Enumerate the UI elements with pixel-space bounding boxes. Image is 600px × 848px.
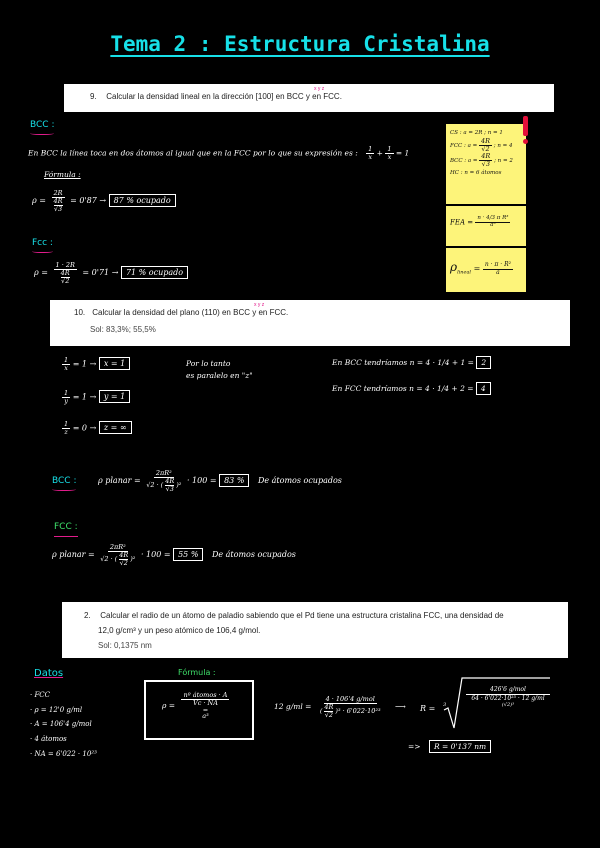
datos-list: · FCC · ρ = 12'0 g/ml · A = 106'4 g/mol · 4 átomos · NA = 6'022 · 10²³ — [30, 691, 97, 758]
question-2-box: 2. Calcular el radio de un átomo de paladio sabiendo que el Pd tiene una estructura cristalina FCC, una densidad de 12,0 g/cm³ y un peso atómico de 106,4 g/mol. Sol: 0,1375 nm — [62, 602, 568, 658]
sticky-note-formulas: CS : a = 2R ; n = 1 FCC : a = $\frac{4R}{√2}$ ; n = 4 BCC : a = $\frac{4R}{√3}$ ; n = 2 HC : n = 6 átomos — [446, 124, 526, 204]
question-number: 9. — [90, 92, 97, 101]
page-title: Tema 2 : Estructura Cristalina — [110, 32, 490, 56]
cube-root: 3 426'6 g/mol 64 · 6'022·10²³ · 12 g/ml (√2)³ — [442, 676, 552, 732]
question-solution: Sol: 83,3%; 55,5% — [90, 325, 156, 334]
question-solution: Sol: 0,1375 nm — [98, 641, 152, 651]
question-number: 10. — [74, 308, 86, 317]
fcc-heading: Fcc : — [32, 238, 53, 253]
bcc-planar-heading: BCC : — [52, 476, 76, 491]
miller-x: $\frac{1}{x}$ = 1 → x = 1 — [62, 357, 130, 372]
axis-mark: x y z — [314, 86, 325, 92]
axis-mark: x y z — [254, 302, 265, 308]
result-box: R = 0'137 nm — [429, 740, 491, 753]
question-text: Calcular la densidad lineal en la dirección [100] en BCC y en FCC. — [106, 92, 342, 101]
miller-z: $\frac{1}{z}$ = 0 → z = ∞ — [62, 421, 132, 436]
sticky-note-fea: FEA = $\frac{\text{n · 4/3 π R³}}{\text{a³}}$ — [446, 206, 526, 246]
result-box: 83 % — [219, 474, 249, 487]
datos-heading: Datos — [34, 668, 64, 679]
radius-equation: R = — [420, 704, 436, 713]
result-box: 55 % — [173, 548, 203, 561]
final-result: => R = 0'137 nm — [408, 740, 491, 753]
formula-box: ρ = nº átomos · A Vc · NA = a³ — [144, 680, 254, 740]
fcc-planar-heading: FCC : — [54, 522, 78, 537]
result-box: 87 % ocupado — [109, 194, 176, 207]
formula-heading: Fórmula : — [178, 668, 216, 677]
bcc-planar-formula: ρ planar = 2πR² √2 · ( 4R √3 )² · 100 = 83 % De átomos ocupados — [98, 469, 342, 493]
fcc-linear-density-formula: ρ = 1 · 2R 4R √2 = 0'71 → 71 % ocupado — [34, 262, 188, 284]
sticky-note-linear-density: $\rho_{lineal}$ = $\frac{\text{n · π · R²}}{a}$ — [446, 248, 526, 292]
exclamation-dot — [523, 139, 528, 144]
result-box: 71 % ocupado — [121, 266, 188, 279]
question-number: 2. — [84, 611, 91, 620]
bcc-explanation: En BCC la línea toca en dos átomos al igual que en la FCC por lo que su expresión es : $\frac{1}{x}$ + $\frac{1}{x}$ = 1 — [28, 145, 410, 161]
parallel-note: Por lo tanto es paralelo en "z" — [186, 359, 253, 380]
question-10-box: 10. Calcular la densidad del plano (110) en BCC y en FCC. Sol: 83,3%; 55,5% x y z — [50, 300, 570, 346]
question-9-box — [64, 84, 554, 112]
fcc-planar-formula: ρ planar = 2πR² √2 · ( 4R √2 )² · 100 = 55 % De átomos ocupados — [52, 543, 296, 567]
density-equation: 12 g/ml = 4 · 106'4 g/mol ( 4R √2 )³ · 6'022·10²³ ⟶ — [274, 695, 406, 719]
fcc-atom-count: En FCC tendríamos n = 4 · 1/4 + 2 = 4 — [332, 382, 491, 395]
miller-y: $\frac{1}{y}$ = 1 → y = 1 — [62, 390, 130, 405]
formula-label: Fórmula : — [44, 170, 81, 179]
bcc-heading: BCC : — [30, 120, 54, 135]
bcc-linear-density-formula: ρ = 2R 4R √3 = 0'87 → 87 % ocupado — [32, 190, 176, 212]
exclamation-icon — [523, 116, 528, 136]
bcc-atom-count: En BCC tendríamos n = 4 · 1/4 + 1 = 2 — [332, 356, 491, 369]
